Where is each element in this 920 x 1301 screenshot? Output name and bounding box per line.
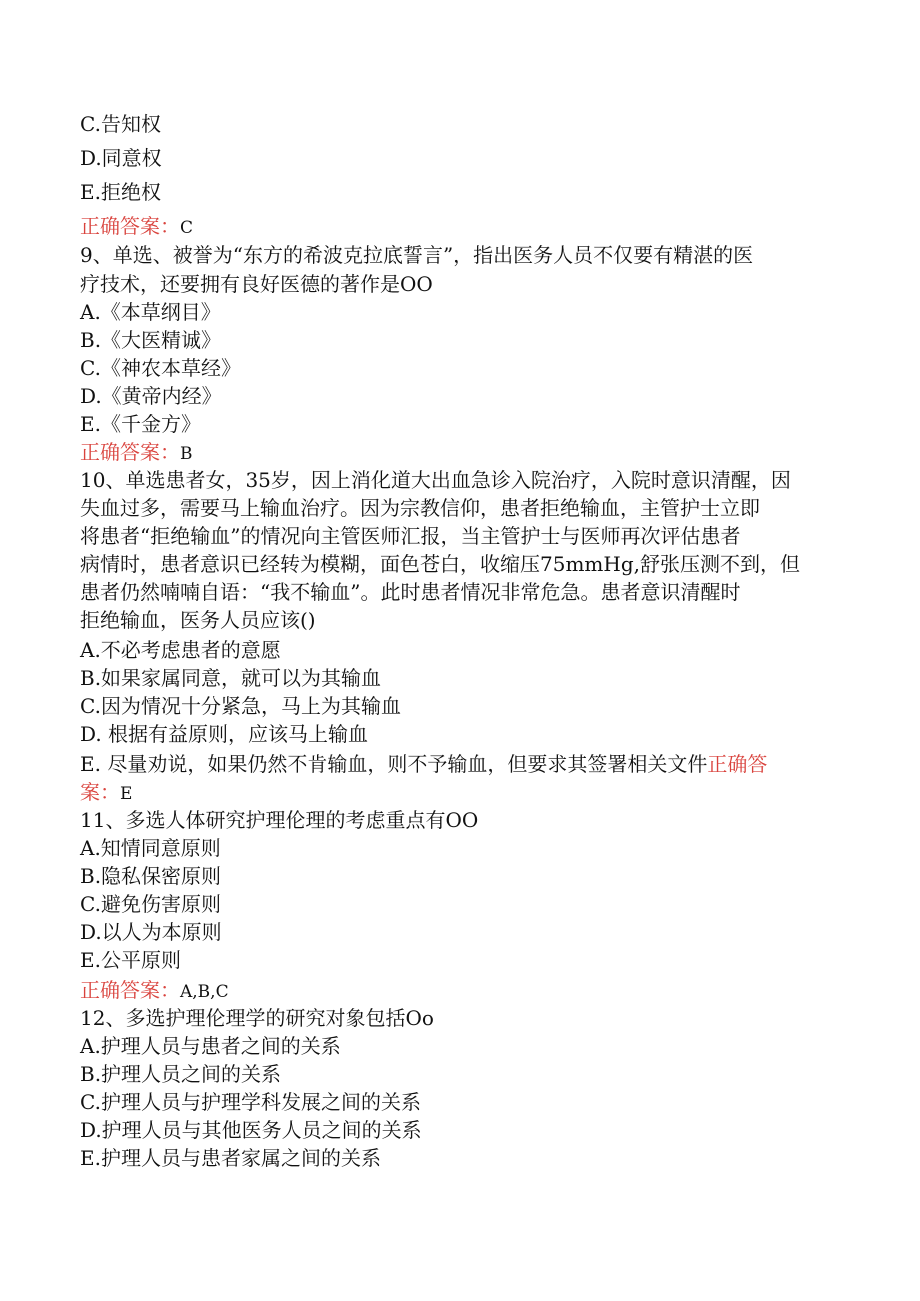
option-b: B.如果家属同意，就可以为其输血 — [80, 666, 382, 690]
question-9-line-2: 疗技术，还要拥有良好医德的著作是OO — [80, 272, 433, 296]
question-11-line-1: 11、多选人体研究护理伦理的考虑重点有OO — [80, 808, 479, 832]
option-d: D.《黄帝内经》 — [80, 384, 222, 408]
option-a: A.《本草纲目》 — [80, 300, 221, 324]
question-10-line-3: 将患者“拒绝输血”的情况向主管医师汇报，当主管护士与医师再次评估患者 — [80, 524, 741, 548]
answer-value: C — [180, 218, 194, 238]
option-b: B.护理人员之间的关系 — [80, 1062, 282, 1086]
answer-value: A,B,C — [180, 982, 229, 1002]
option-c: C.因为情况十分紧急，马上为其输血 — [80, 694, 401, 718]
option-d: D.护理人员与其他医务人员之间的关系 — [80, 1118, 422, 1142]
question-10-line-1: 10、单选患者女，35岁，因上消化道大出血急诊入院治疗，入院时意识清醒，因 — [80, 468, 791, 492]
option-e: E.拒绝权 — [80, 180, 161, 204]
option-a: A.护理人员与患者之间的关系 — [80, 1034, 341, 1058]
option-a: A.知情同意原则 — [80, 836, 221, 860]
option-b: B.《大医精诚》 — [80, 328, 222, 352]
answer-value: B — [180, 444, 193, 464]
question-10-line-6: 拒绝输血，医务人员应该() — [80, 608, 316, 632]
option-e: E.公平原则 — [80, 948, 181, 972]
answer-line — [80, 778, 840, 808]
option-c: C.护理人员与护理学科发展之间的关系 — [80, 1090, 421, 1114]
option-e: E.护理人员与患者家属之间的关系 — [80, 1146, 381, 1170]
option-d: D.以人为本原则 — [80, 920, 222, 944]
option-c: C.告知权 — [80, 112, 161, 136]
option-c: C.《神农本草经》 — [80, 356, 241, 380]
option-e-line — [80, 750, 840, 778]
question-10-line-5: 患者仍然喃喃自语：“我不输血”。此时患者情况非常危急。患者意识清醒时 — [80, 580, 741, 604]
question-12-line-1: 12、多选护理伦理学的研究对象包括Oo — [80, 1006, 434, 1030]
question-10-line-2: 失血过多，需要马上输血治疗。因为宗教信仰，患者拒绝输血，主管护士立即 — [80, 496, 760, 520]
answer-value: E — [120, 784, 133, 804]
option-a: A.不必考虑患者的意愿 — [80, 638, 281, 662]
answer-label: 正确答案： — [80, 978, 180, 1002]
answer-label: 正确答 — [707, 752, 768, 776]
answer-line — [80, 976, 840, 1006]
answer-label-continued: 案： — [80, 780, 120, 804]
question-9-line-1: 9、单选、被誉为“东方的希波克拉底誓言”，指出医务人员不仅要有精湛的医 — [80, 243, 754, 267]
answer-line — [80, 212, 840, 242]
answer-line — [80, 438, 840, 468]
answer-label: 正确答案： — [80, 440, 180, 464]
option-d: D. 根据有益原则，应该马上输血 — [80, 722, 369, 746]
option-e: E.《千金方》 — [80, 412, 201, 436]
question-10-line-4: 病情时，患者意识已经转为模糊，面色苍白，收缩压75mmHg,舒张压测不到，但 — [80, 552, 800, 576]
option-b: B.隐私保密原则 — [80, 864, 222, 888]
option-c: C.避免伤害原则 — [80, 892, 221, 916]
option-d: D.同意权 — [80, 146, 162, 170]
answer-label: 正确答案： — [80, 214, 180, 238]
option-e: E. 尽量劝说，如果仍然不肯输血，则不予输血，但要求其签署相关文件 — [80, 752, 708, 776]
